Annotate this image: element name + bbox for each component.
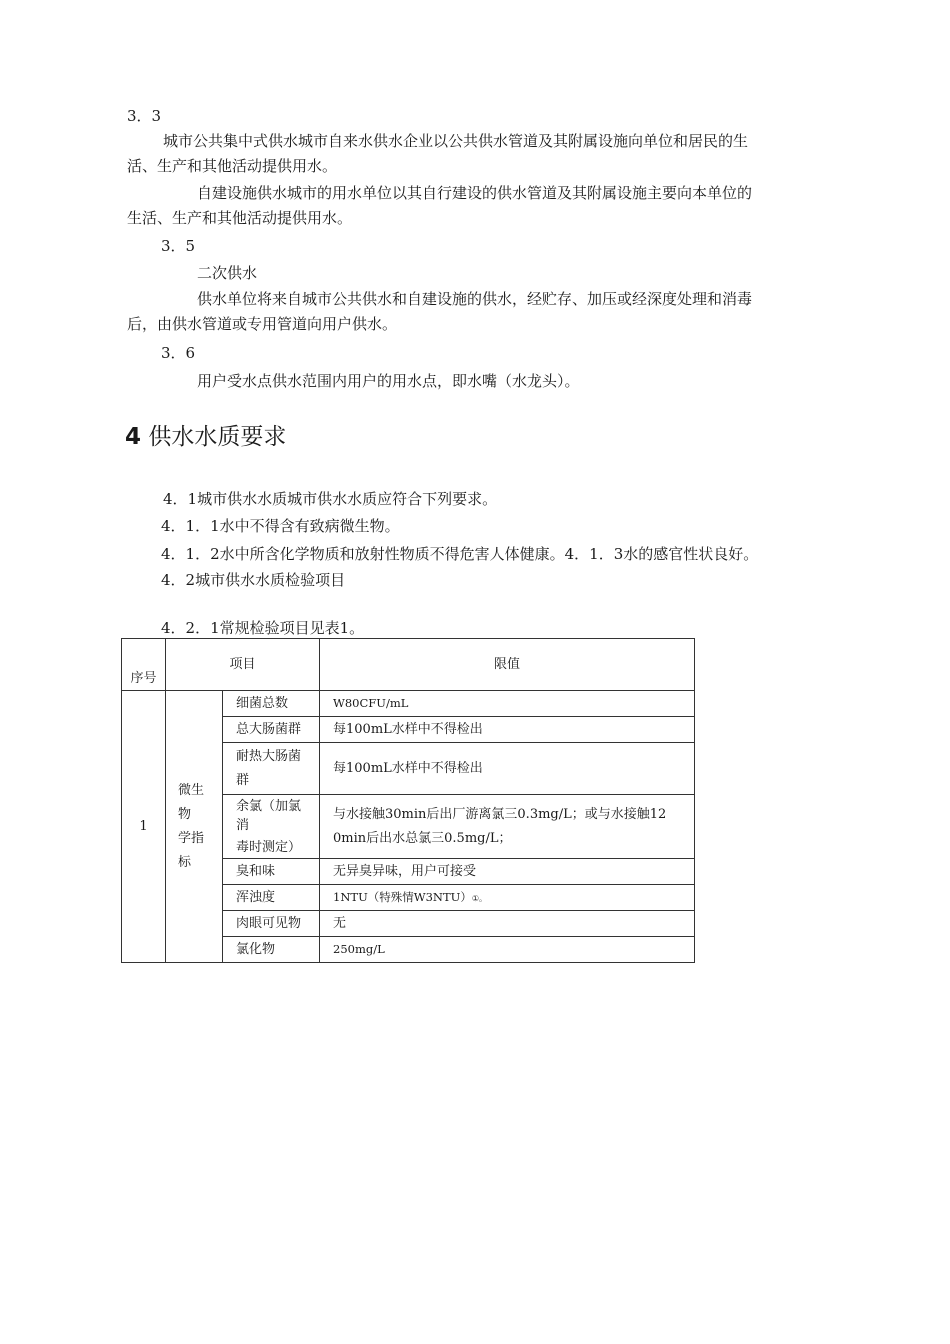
header-item: 项目 [166, 639, 320, 691]
limit-cell [320, 885, 695, 911]
group-label-line: 学指 [178, 830, 205, 846]
header-limit: 限值 [320, 639, 695, 691]
limit-cell [320, 795, 695, 859]
heading-number: 4 [125, 424, 142, 450]
paragraph-3-5-line2: 后，由供水管道或专用管道向用户供水。 [127, 315, 398, 333]
limit-text: 1NTU（特殊情W3NTU） [333, 889, 472, 904]
paragraph-4-1-2: 4．1．2水中所含化学物质和放射性物质不得危害人体健康。4．1．3水的感官性状良好。 [161, 545, 759, 563]
item-line: 耐热大肠菌 [236, 748, 302, 764]
table-row [122, 691, 695, 717]
heading-text: 供水水质要求 [148, 424, 287, 450]
item-cell: 浑浊度 [223, 885, 320, 911]
limit-cell: W80CFU/mL [320, 691, 695, 717]
section-heading-4 [125, 422, 286, 452]
paragraph-3-4-line2: 生活、生产和其他活动提供用水。 [127, 209, 353, 227]
water-quality-table [121, 638, 695, 963]
item-cell: 细菌总数 [223, 691, 320, 717]
header-seq: 序号 [122, 639, 166, 691]
item-line: 毒时测定） [236, 839, 302, 855]
item-line: 消 [236, 817, 250, 833]
item-cell: 肉眼可见物 [223, 911, 320, 937]
paragraph-4-1-1: 4．1．1水中不得含有致病微生物。 [161, 517, 400, 535]
limit-cell: 无异臭异味，用户可接受 [320, 859, 695, 885]
row-seq: 1 [122, 691, 166, 963]
paragraph-3-4-line1: 自建设施供水城市的用水单位以其自行建设的供水管道及其附属设施主要向本单位的 [197, 184, 753, 202]
limit-line: 与水接触30min后出厂游离氯三0.3mg/L；或与水接触12 [333, 806, 667, 822]
limit-cell: 每100mL水样中不得检出 [320, 717, 695, 743]
item-cell: 臭和味 [223, 859, 320, 885]
paragraph-3-5-line1: 供水单位将来自城市公共供水和自建设施的供水，经贮存、加压或经深度处理和消毒 [197, 290, 753, 308]
paragraph-3-6: 用户受水点供水范围内用户的用水点，即水嘴（水龙头）。 [197, 372, 580, 390]
limit-line: 0min后出水总氯三0.5mg/L； [333, 830, 512, 846]
section-number-3-6: 3．6 [161, 344, 196, 362]
paragraph-4-2-1: 4．2．1常规检验项目见表1。 [161, 619, 365, 637]
paragraph-3-3-line2: 活、生产和其他活动提供用水。 [127, 157, 338, 175]
group-label-line: 微生 [178, 782, 205, 798]
footnote-mark: ①。 [471, 893, 487, 903]
group-label-line: 标 [178, 854, 192, 870]
limit-cell: 每100mL水样中不得检出 [320, 743, 695, 795]
item-line: 余氯（加氯 [236, 798, 302, 814]
section-number-3-3: 3．3 [127, 107, 162, 125]
section-number-3-5: 3．5 [161, 237, 196, 255]
group-label-line: 物 [178, 806, 192, 822]
group-cell [166, 691, 223, 963]
paragraph-3-3-line1: 城市公共集中式供水城市自来水供水企业以公共供水管道及其附属设施向单位和居民的生 [163, 132, 749, 150]
item-cell [223, 743, 320, 795]
table-header-row [122, 639, 695, 691]
limit-cell: 250mg/L [320, 937, 695, 963]
section-title-3-5: 二次供水 [197, 264, 258, 282]
item-cell: 氯化物 [223, 937, 320, 963]
item-cell: 总大肠菌群 [223, 717, 320, 743]
item-line: 群 [236, 772, 250, 788]
item-cell [223, 795, 320, 859]
limit-cell: 无 [320, 911, 695, 937]
paragraph-4-2: 4．2城市供水水质检验项目 [161, 571, 346, 589]
paragraph-4-1: 4．1城市供水水质城市供水水质应符合下列要求。 [163, 490, 498, 508]
